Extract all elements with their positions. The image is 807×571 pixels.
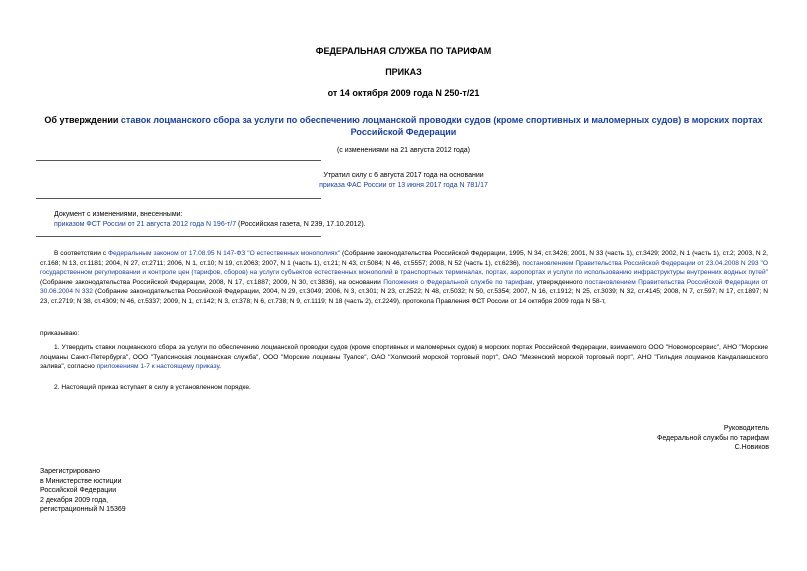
changes-doc-label: Документ с изменениями, внесенными:	[54, 211, 183, 218]
government-decree-332-link[interactable]: постановлением Правительства Российской Федерации от 30.06.2004 N 332	[40, 278, 769, 296]
preamble-text-3: (Собрание законодательства Российской Федерации, 2008, N 17, ст.1887; 2009, N 30, ст.3836), на основании	[40, 278, 384, 286]
preamble-text-2: (Собрание законодательства Российской Федерации, 1995, N 34, ст.3426; 2001, N 33 (часть 1), ст.3429; 2002, N 1 (часть 1), ст.2; 2003, N 2, ст.168; N 13, ст.1181; 2004, N 27, ст.2711; 2006, N 1, ст.10; N 19, ст.2063; 2007, N 1 (часть 1), ст.21; N 43, ст.5084; N 46, ст.5557; 2008, N 52 (часть 1), ст.6236),	[40, 250, 768, 267]
title-prefix: Об утверждении	[44, 115, 121, 125]
lost-force-line: Утратил силу с 6 августа 2017 года на основании	[323, 172, 484, 179]
order-word: приказываю:	[40, 330, 80, 337]
amendments-note: (с изменениями на 21 августа 2012 года)	[336, 147, 471, 154]
fst-regulation-link[interactable]: Положения о Федеральной службе по тарифам	[383, 278, 533, 286]
item-1-text: 1. Утвердить ставки лоцманского сбора за услуги по обеспечению лоцманской проводки судов (кроме спортивных и маломерных судов) в морских портах Российской Федерации, взимаемого ООО "Новоморсервис", АНО "Морские лоцманы Санкт-Петербурга", ООО "Туапсинская лоцманская служба", ООО "Морские лоцманы Туапсе", ОАО "Холмский морской торговый порт", ОАО "Мезенский морской торговый порт", АНО "Гильдия лоцманов Кандалакшского залива", согласно	[40, 344, 768, 371]
registration-line-1: Зарегистрировано	[40, 468, 100, 475]
changes-doc-line	[54, 220, 366, 230]
divider-middle	[36, 198, 321, 199]
lost-force-link[interactable]: приказа ФАС России от 13 июня 2017 года N 781/17	[319, 182, 488, 189]
lost-force-link-line	[0, 181, 807, 191]
divider-top	[36, 160, 321, 161]
preamble-text-4: , утвержденного	[532, 278, 585, 286]
document-date-number: от 14 октября 2009 года N 250-т/21	[327, 88, 480, 98]
registration-block	[40, 467, 126, 515]
item-2-paragraph: 2. Настоящий приказ вступает в силу в установленном порядке.	[54, 384, 251, 391]
registration-line-3: Российской Федерации	[40, 487, 117, 494]
divider-bottom	[36, 236, 321, 237]
preamble-text-5: (Собрание законодательства Российской Федерации, 2004, N 29, ст.3049; 2006, N 3, ст.301; N 23, ст.2522; N 48, ст.5032; N 50, ст.5354; 2007, N 16, ст.1912; N 25, ст.3039; N 32, ст.4145; 2008, N 7, ст.597; N 17, ст.1897; N 23, ст.2719; N 38, ст.4309; N 46, ст.5337; 2009, N 1, ст.142; N 3, ст.378; N 6, ст.738; N 9, ст.1119; N 18 (часть 2), ст.2249), протокола Правления ФСТ России от 14 октября 2009 года N 58-т,	[40, 288, 768, 305]
registration-line-2: в Министерстве юстиции	[40, 477, 122, 485]
changes-doc-suffix: (Российская газета, N 239, 17.10.2012).	[236, 221, 366, 228]
preamble-text-1: В соответствии с	[54, 250, 108, 257]
title-link[interactable]: ставок лоцманского сбора за услуги по обеспечению лоцманской проводки судов (кроме спортивных и маломерных судов) в морских портах Российской Федерации	[120, 115, 763, 137]
government-decree-293-link[interactable]: постановлением Правительства Российской Федерации от 23.04.2008 N 293 "О государственном регулировании и контроле цен (тарифов, сборов) на услуги субъектов естественных монополий в транспортных терминалах, портах, аэропортах и услуги по использованию инфраструктуры внутренних водных путей"	[40, 259, 768, 277]
registration-line-5: регистрационный N 15369	[40, 506, 126, 513]
changes-doc-link[interactable]: приказом ФСТ России от 21 августа 2012 года N 196-т/7	[54, 221, 237, 228]
preamble-paragraph	[40, 249, 768, 307]
appendices-link[interactable]: приложениям 1-7 к настоящему приказу	[96, 363, 220, 371]
signature-block	[657, 424, 769, 453]
signature-position: Руководитель	[723, 425, 769, 432]
registration-line-4: 2 декабря 2009 года,	[40, 496, 109, 504]
signature-agency: Федеральной службы по тарифам	[657, 434, 769, 442]
agency-name: ФЕДЕРАЛЬНАЯ СЛУЖБА ПО ТАРИФАМ	[315, 46, 492, 56]
signature-name: С.Новиков	[734, 444, 769, 451]
document-title	[40, 114, 767, 138]
document-type: ПРИКАЗ	[385, 67, 422, 77]
item-1-end: .	[219, 363, 221, 371]
federal-law-link[interactable]: Федеральным законом от 17.08.95 N 147-ФЗ "О естественных монополиях"	[107, 250, 341, 257]
item-1-paragraph	[40, 343, 768, 372]
